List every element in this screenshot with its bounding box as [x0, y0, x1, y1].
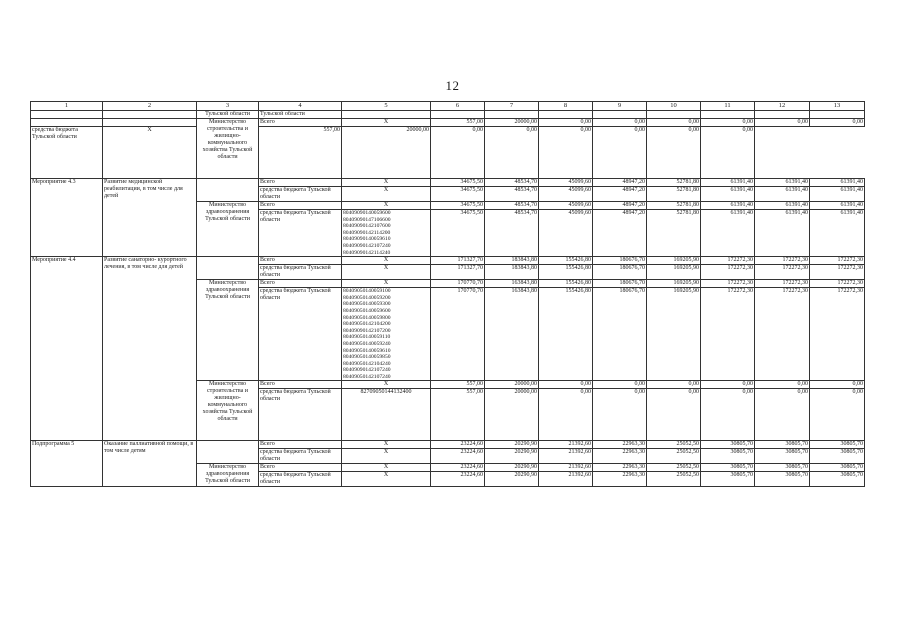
amount-cell: 172272,30: [755, 265, 810, 280]
amount-cell: 557,00: [431, 119, 485, 127]
amount-cell: 172272,30: [755, 288, 810, 381]
amount-cell: 0,00: [647, 119, 701, 127]
executor-cell: [197, 441, 259, 464]
amount-cell: 61391,40: [701, 179, 755, 187]
amount-cell: 0,00: [755, 389, 810, 441]
amount-cell: 23224,60: [431, 464, 485, 472]
funding-source-cell: Всего: [259, 119, 342, 127]
executor-cell: Министерство здравоохранения Тульской области: [197, 202, 259, 257]
item-title-cell: Оказание паллиативной помощи, в том числе детям: [103, 441, 197, 487]
amount-cell: 169205,90: [647, 257, 701, 265]
column-number-10: 10: [647, 102, 701, 111]
amount-cell: 169205,90: [647, 288, 701, 381]
column-number-3: 3: [197, 102, 259, 111]
amount-cell: 172272,30: [810, 280, 865, 288]
amount-cell: 172272,30: [755, 280, 810, 288]
amount-cell: 172272,30: [810, 288, 865, 381]
amount-cell: 20290,90: [485, 449, 539, 464]
budget-code-cell: Х: [342, 187, 431, 202]
funding-source-cell: средства бюджета Тульской области: [259, 210, 342, 257]
budget-code-cell: Х: [342, 265, 431, 280]
amount-cell: 30805,70: [701, 441, 755, 449]
amount-cell: 61391,40: [810, 202, 865, 210]
column-number-12: 12: [755, 102, 810, 111]
amount-cell: 172272,30: [810, 257, 865, 265]
amount-cell: 0,00: [539, 381, 593, 389]
amount-cell: 48947,20: [593, 202, 647, 210]
budget-code-cell: [342, 111, 431, 119]
budget-code-cell: Х: [342, 202, 431, 210]
amount-cell: 20290,90: [485, 464, 539, 472]
table-row: [31, 257, 865, 265]
amount-cell: 172272,30: [701, 280, 755, 288]
column-number-6: 6: [431, 102, 485, 111]
amount-cell: 52781,80: [647, 179, 701, 187]
amount-cell: 171327,70: [431, 265, 485, 280]
funding-source-cell: средства бюджета Тульской области: [259, 389, 342, 441]
amount-cell: 21392,60: [539, 472, 593, 487]
amount-cell: 0,00: [755, 381, 810, 389]
table-row: [31, 127, 865, 179]
amount-cell: 52781,80: [647, 210, 701, 257]
amount-cell: 20290,90: [485, 472, 539, 487]
amount-cell: 172272,30: [810, 265, 865, 280]
budget-code-cell: 80409050140059100 80409050140059200 80409050140059300 80409050140059600 80409050140059800 80409050142104200 80409090142107200 80409050140059110 80409050140059240 80409050140059610 80409050140059850 80409050142104240 80409090142107240 80409050142107240: [342, 288, 431, 381]
amount-cell: 0,00: [539, 127, 593, 179]
amount-cell: 163843,80: [485, 288, 539, 381]
funding-source-cell: Всего: [259, 464, 342, 472]
amount-cell: 0,00: [593, 127, 647, 179]
amount-cell: 0,00: [593, 119, 647, 127]
amount-cell: 34675,50: [431, 210, 485, 257]
amount-cell: 0,00: [593, 381, 647, 389]
funding-source-cell: Всего: [259, 441, 342, 449]
amount-cell: 30805,70: [701, 464, 755, 472]
amount-cell: 30805,70: [701, 472, 755, 487]
amount-cell: 180676,70: [593, 265, 647, 280]
amount-cell: 30805,70: [810, 441, 865, 449]
budget-code-cell: Х: [342, 464, 431, 472]
column-number-9: 9: [593, 102, 647, 111]
table-body: [31, 111, 865, 487]
amount-cell: 61391,40: [755, 210, 810, 257]
amount-cell: 61391,40: [701, 202, 755, 210]
funding-source-cell: Всего: [259, 179, 342, 187]
amount-cell: 180676,70: [593, 288, 647, 381]
funding-source-cell: Всего: [259, 381, 342, 389]
amount-cell: 21392,60: [539, 449, 593, 464]
amount-cell: 30805,70: [755, 472, 810, 487]
executor-cell: Тульской области: [197, 111, 259, 119]
amount-cell: 25052,50: [647, 464, 701, 472]
amount-cell: 48534,70: [485, 202, 539, 210]
amount-cell: [701, 111, 755, 119]
amount-cell: 52781,80: [647, 187, 701, 202]
amount-cell: 30805,70: [810, 472, 865, 487]
amount-cell: 557,00: [259, 127, 342, 179]
amount-cell: 557,00: [431, 381, 485, 389]
amount-cell: [810, 111, 865, 119]
amount-cell: 30805,70: [810, 464, 865, 472]
amount-cell: 23224,60: [431, 441, 485, 449]
amount-cell: 45099,60: [539, 210, 593, 257]
funding-source-cell: средства бюджета Тульской области: [259, 187, 342, 202]
funding-source-cell: средства бюджета Тульской области: [259, 449, 342, 464]
amount-cell: 0,00: [701, 127, 755, 179]
budget-table: [30, 101, 865, 487]
column-number-5: 5: [342, 102, 431, 111]
budget-code-cell: Х: [342, 381, 431, 389]
funding-source-cell: Всего: [259, 280, 342, 288]
amount-cell: 0,00: [593, 389, 647, 441]
executor-cell: Министерство строительства и жилищно- коммунального хозяйства Тульской области: [197, 119, 259, 179]
amount-cell: 45099,60: [539, 179, 593, 187]
table-row: [31, 441, 865, 449]
amount-cell: 30805,70: [755, 449, 810, 464]
amount-cell: 23224,60: [431, 472, 485, 487]
amount-cell: 0,00: [647, 381, 701, 389]
amount-cell: [755, 111, 810, 119]
amount-cell: 25052,50: [647, 449, 701, 464]
amount-cell: 30805,70: [755, 464, 810, 472]
column-number-2: 2: [103, 102, 197, 111]
amount-cell: 22963,30: [593, 441, 647, 449]
item-title-cell: [103, 111, 197, 119]
amount-cell: 61391,40: [701, 210, 755, 257]
amount-cell: 155426,80: [539, 257, 593, 265]
amount-cell: 180676,70: [593, 257, 647, 265]
amount-cell: 61391,40: [755, 179, 810, 187]
amount-cell: 155426,80: [539, 288, 593, 381]
column-number-8: 8: [539, 102, 593, 111]
amount-cell: 172272,30: [701, 265, 755, 280]
program-item-cell: Мероприятие 4.3: [31, 179, 103, 257]
amount-cell: 23224,60: [431, 449, 485, 464]
column-number-13: 13: [810, 102, 865, 111]
funding-source-cell: средства бюджета Тульской области: [259, 265, 342, 280]
amount-cell: 45099,60: [539, 202, 593, 210]
amount-cell: 48947,20: [593, 187, 647, 202]
amount-cell: 0,00: [810, 119, 865, 127]
amount-cell: 20000,00: [485, 119, 539, 127]
amount-cell: 48534,70: [485, 187, 539, 202]
amount-cell: 34675,50: [431, 179, 485, 187]
amount-cell: [647, 111, 701, 119]
executor-cell: Министерство здравоохранения Тульской области: [197, 280, 259, 381]
amount-cell: 0,00: [647, 127, 701, 179]
amount-cell: 61391,40: [701, 187, 755, 202]
page-number: 12: [445, 78, 460, 93]
amount-cell: 45099,60: [539, 187, 593, 202]
amount-cell: 22963,30: [593, 472, 647, 487]
amount-cell: 34675,50: [431, 202, 485, 210]
budget-code-cell: Х: [342, 257, 431, 265]
amount-cell: 30805,70: [810, 449, 865, 464]
funding-source-cell: Всего: [259, 257, 342, 265]
program-item-cell: [31, 111, 103, 119]
column-number-4: 4: [259, 102, 342, 111]
funding-source-cell: средства бюджета Тульской области: [259, 472, 342, 487]
amount-cell: 20000,00: [485, 389, 539, 441]
amount-cell: 20290,90: [485, 441, 539, 449]
amount-cell: 21392,60: [539, 441, 593, 449]
budget-code-cell: 80409090140059600 80409090147106600 80409090142107600 80409090142114200 80409090140059610 80409090142107240 80409090142114240: [342, 210, 431, 257]
column-number-row: [31, 102, 865, 111]
amount-cell: 0,00: [701, 381, 755, 389]
amount-cell: 172272,30: [755, 257, 810, 265]
budget-code-cell: Х: [342, 449, 431, 464]
amount-cell: 169205,90: [647, 280, 701, 288]
amount-cell: 171327,70: [431, 257, 485, 265]
amount-cell: 48947,20: [593, 179, 647, 187]
amount-cell: 180676,70: [593, 280, 647, 288]
amount-cell: 48534,70: [485, 179, 539, 187]
amount-cell: 48947,20: [593, 210, 647, 257]
amount-cell: 0,00: [647, 389, 701, 441]
amount-cell: 20000,00: [485, 381, 539, 389]
amount-cell: 155426,80: [539, 265, 593, 280]
amount-cell: 183843,80: [485, 257, 539, 265]
executor-cell: Министерство здравоохранения Тульской области: [197, 464, 259, 487]
amount-cell: 0,00: [431, 127, 485, 179]
amount-cell: 169205,90: [647, 265, 701, 280]
amount-cell: 0,00: [539, 389, 593, 441]
amount-cell: 0,00: [701, 119, 755, 127]
amount-cell: 0,00: [810, 389, 865, 441]
amount-cell: 0,00: [485, 127, 539, 179]
amount-cell: 61391,40: [755, 187, 810, 202]
funding-source-cell: средства бюджета Тульской области: [259, 288, 342, 381]
item-title-cell: [103, 119, 197, 127]
amount-cell: [593, 111, 647, 119]
amount-cell: 183843,80: [485, 265, 539, 280]
program-item-cell: Мероприятие 4.4: [31, 257, 103, 441]
amount-cell: 170770,70: [431, 280, 485, 288]
amount-cell: 557,00: [431, 389, 485, 441]
budget-code-cell: Х: [342, 280, 431, 288]
funding-source-cell: Всего: [259, 202, 342, 210]
amount-cell: 155426,80: [539, 280, 593, 288]
amount-cell: 20000,00: [342, 127, 431, 179]
amount-cell: 0,00: [755, 119, 810, 127]
executor-cell: Министерство строительства и жилищно- коммунального хозяйства Тульской области: [197, 381, 259, 441]
budget-code-cell: Х: [342, 441, 431, 449]
budget-code-cell: Х: [342, 472, 431, 487]
amount-cell: 21392,60: [539, 464, 593, 472]
amount-cell: 22963,30: [593, 449, 647, 464]
program-item-cell: [31, 119, 103, 127]
amount-cell: 25052,50: [647, 441, 701, 449]
amount-cell: 0,00: [539, 119, 593, 127]
amount-cell: [539, 111, 593, 119]
column-number-7: 7: [485, 102, 539, 111]
column-number-1: 1: [31, 102, 103, 111]
item-title-cell: Развитие санаторно- курортного лечения, в том числе для детей: [103, 257, 197, 441]
funding-source-cell: средства бюджета Тульской области: [31, 127, 103, 179]
table-row: [31, 119, 865, 127]
amount-cell: [485, 111, 539, 119]
amount-cell: 172272,30: [701, 257, 755, 265]
amount-cell: 25052,50: [647, 472, 701, 487]
column-number-11: 11: [701, 102, 755, 111]
budget-code-cell: Х: [103, 127, 197, 179]
executor-cell: [197, 257, 259, 280]
amount-cell: 163843,80: [485, 280, 539, 288]
amount-cell: 30805,70: [755, 441, 810, 449]
amount-cell: 22963,30: [593, 464, 647, 472]
budget-code-cell: Х: [342, 179, 431, 187]
table-row: [31, 111, 865, 119]
program-item-cell: Подпрограмма 5: [31, 441, 103, 487]
amount-cell: 34675,50: [431, 187, 485, 202]
item-title-cell: Развитие медицинской реабилитации, в том числе для детей: [103, 179, 197, 257]
executor-cell: [197, 179, 259, 202]
amount-cell: 30805,70: [701, 449, 755, 464]
amount-cell: 48534,70: [485, 210, 539, 257]
table-row: [31, 179, 865, 187]
amount-cell: 170770,70: [431, 288, 485, 381]
amount-cell: 52781,80: [647, 202, 701, 210]
amount-cell: 61391,40: [755, 202, 810, 210]
amount-cell: 172272,30: [701, 288, 755, 381]
amount-cell: 61391,40: [810, 179, 865, 187]
amount-cell: 0,00: [810, 381, 865, 389]
amount-cell: 0,00: [701, 389, 755, 441]
amount-cell: [431, 111, 485, 119]
amount-cell: 61391,40: [810, 210, 865, 257]
funding-source-cell: Тульской области: [259, 111, 342, 119]
amount-cell: 61391,40: [810, 187, 865, 202]
budget-code-cell: Х: [342, 119, 431, 127]
budget-code-cell: 82709050144132400: [342, 389, 431, 441]
